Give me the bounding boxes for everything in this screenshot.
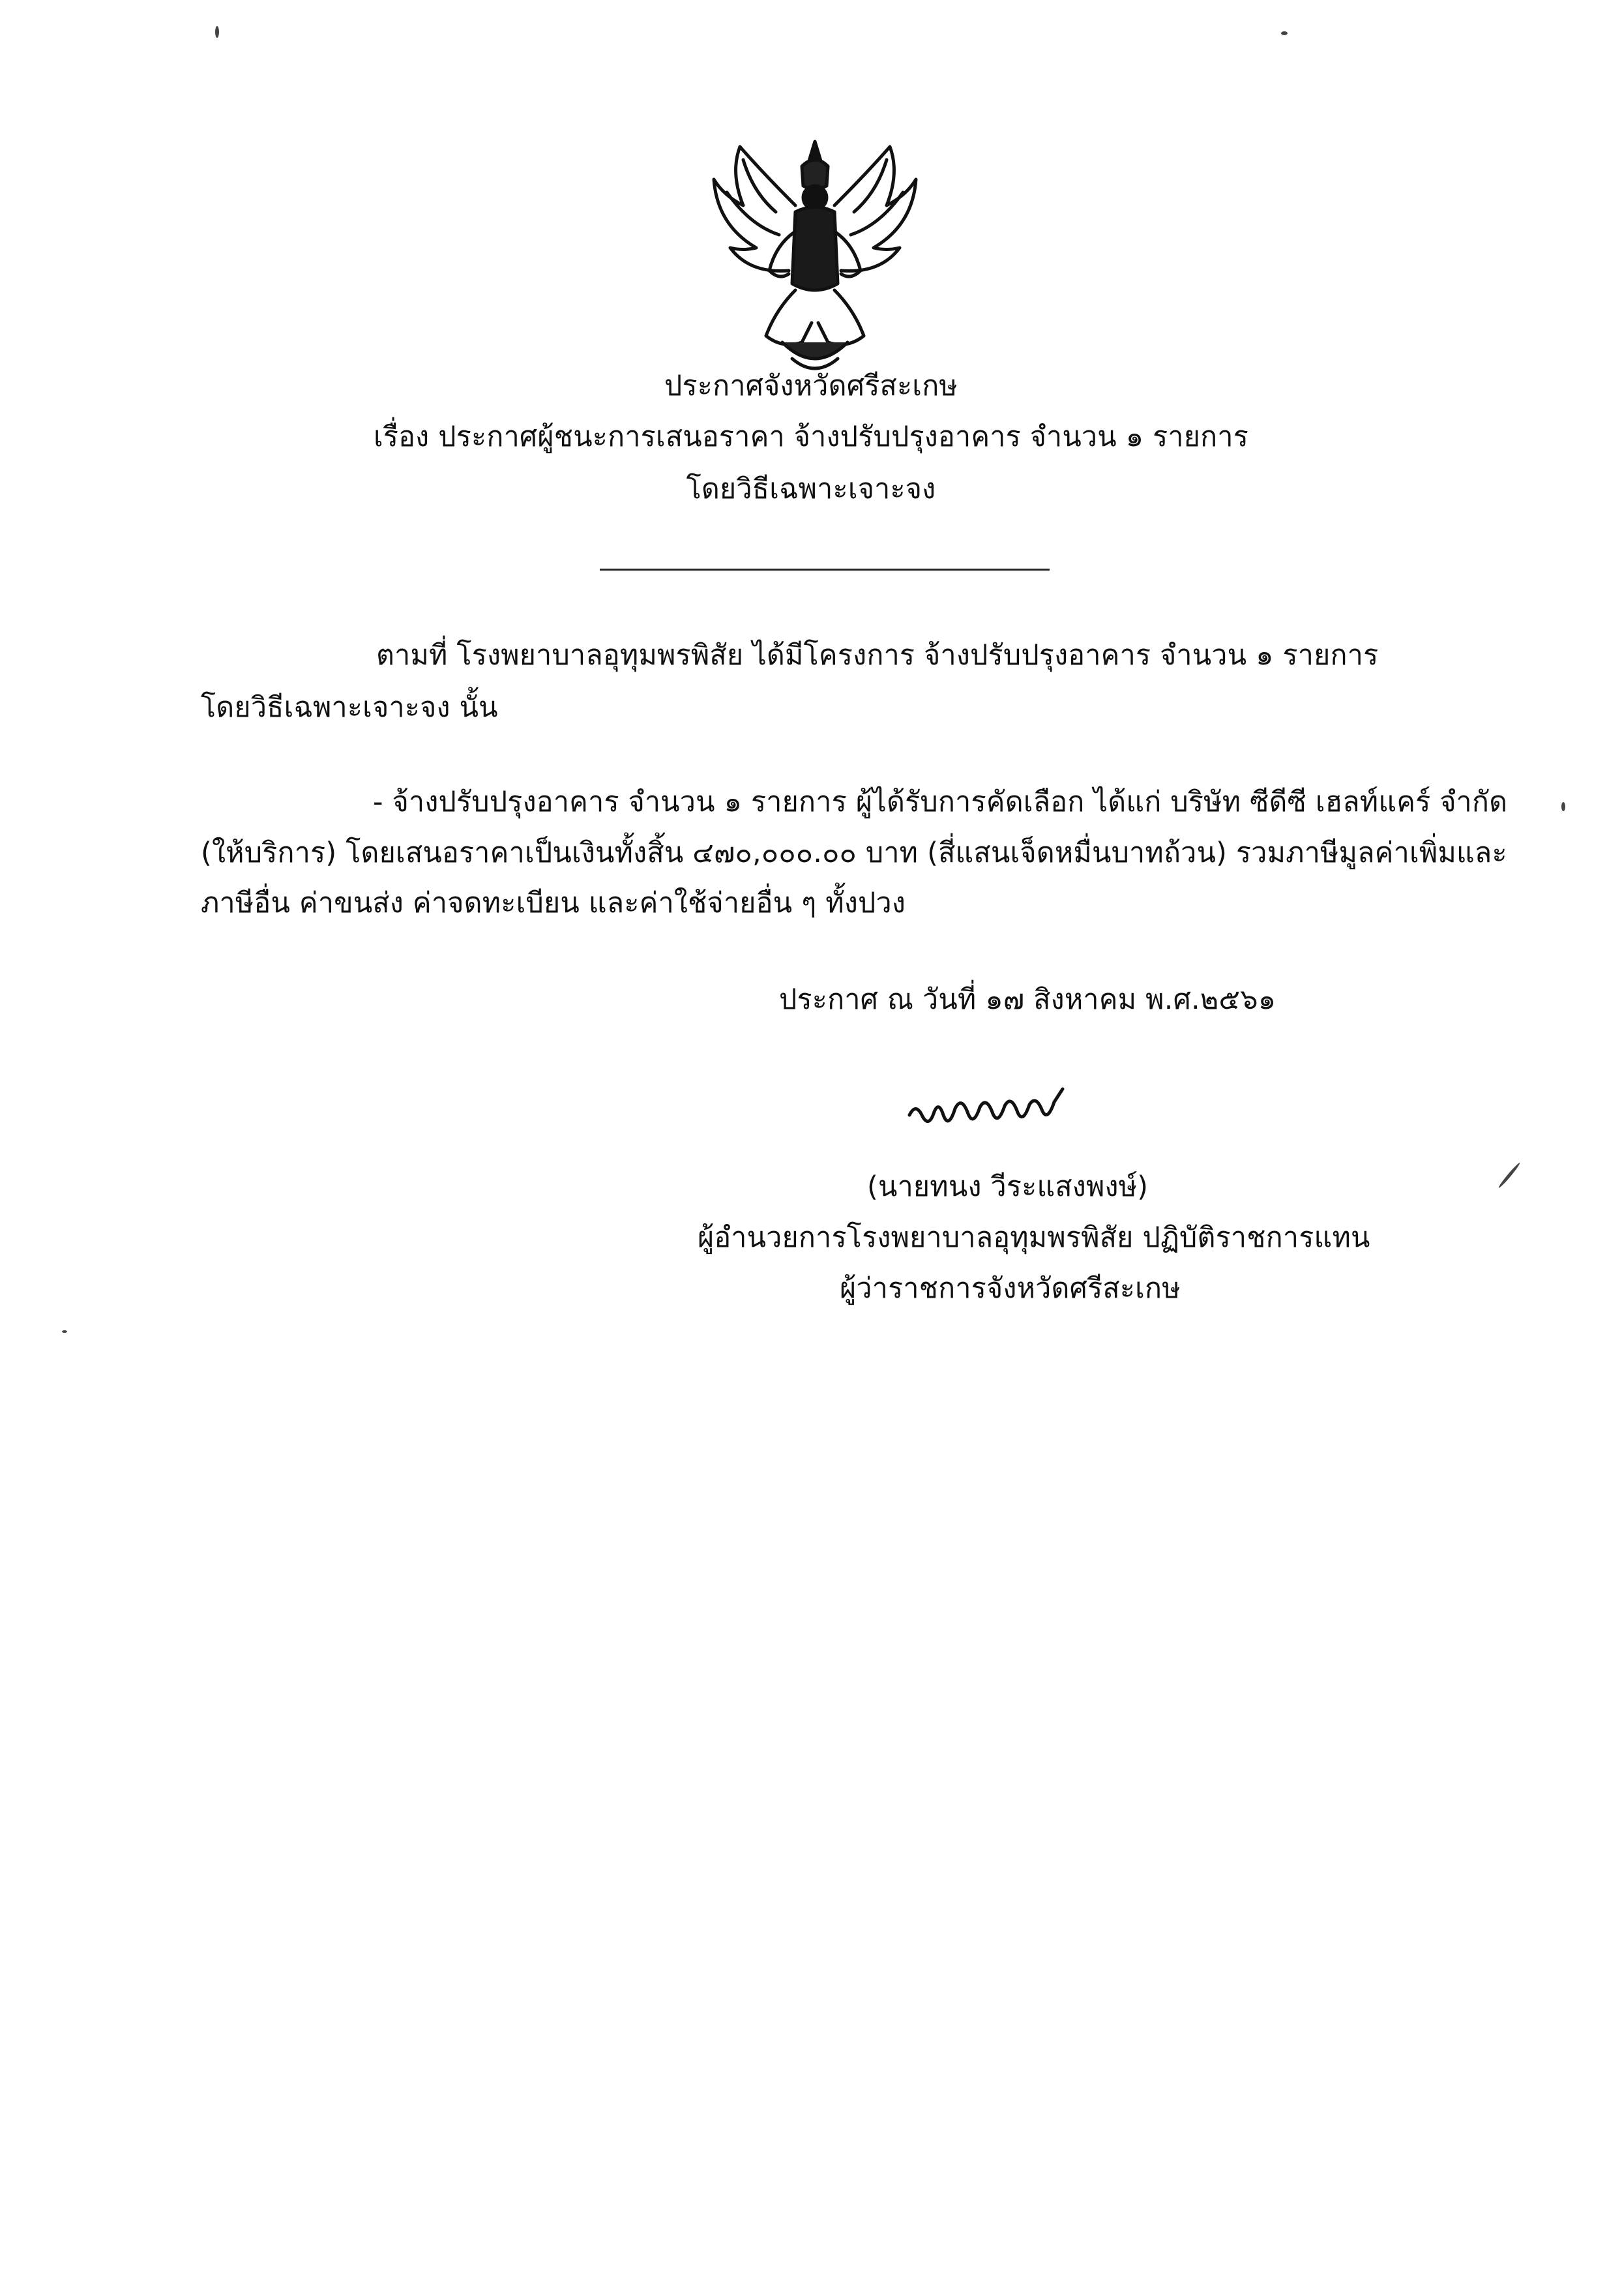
signatory-name: (นายทนง วีระแสงพงษ์) — [867, 1170, 1149, 1203]
paragraph-2-line-1: - จ้างปรับปรุงอาคาร จำนวน ๑ รายการ ผู้ได้รับการคัดเลือก ได้แก่ บริษัท ซีดีซี เฮลท์แคร์ จำกัด — [373, 786, 1508, 818]
scan-speck — [62, 1330, 67, 1333]
paragraph-2-line-2: (ให้บริการ) โดยเสนอราคาเป็นเงินทั้งสิ้น ๔๗๐,๐๐๐.๐๐ บาท (สี่แสนเจ็ดหมื่นบาทถ้วน) รวมภาษีมูลค่าเพิ่มและ — [201, 837, 1507, 869]
handwritten-signature-icon — [903, 1076, 1099, 1148]
document-title: ประกาศจังหวัดศรีสะเกษ — [664, 370, 958, 402]
scan-speck — [1561, 802, 1565, 811]
scan-speck — [1281, 31, 1288, 35]
scan-speck — [215, 26, 219, 38]
paragraph-1-line-2: โดยวิธีเฉพาะเจาะจง นั้น — [201, 691, 498, 724]
scan-speck — [1497, 1162, 1521, 1189]
procurement-method: โดยวิธีเฉพาะเจาะจง — [686, 473, 936, 505]
signatory-position-line-1: ผู้อำนวยการโรงพยาบาลอุทุมพรพิสัย ปฏิบัติราชการแทน — [698, 1221, 1370, 1254]
header-divider — [600, 569, 1050, 571]
document-subject: เรื่อง ประกาศผู้ชนะการเสนอราคา จ้างปรับปรุงอาคาร จำนวน ๑ รายการ — [373, 421, 1249, 453]
paragraph-1-line-1: ตามที่ โรงพยาบาลอุทุมพรพิสัย ได้มีโครงการ จ้างปรับปรุงอาคาร จำนวน ๑ รายการ — [376, 639, 1379, 672]
announcement-date: ประกาศ ณ วันที่ ๑๗ สิงหาคม พ.ศ.๒๕๖๑ — [779, 983, 1276, 1016]
signatory-position-line-2: ผู้ว่าราชการจังหวัดศรีสะเกษ — [840, 1272, 1181, 1305]
garuda-emblem-icon — [704, 134, 926, 381]
paragraph-2-line-3: ภาษีอื่น ค่าขนส่ง ค่าจดทะเบียน และค่าใช้จ่ายอื่น ๆ ทั้งปวง — [201, 887, 906, 919]
